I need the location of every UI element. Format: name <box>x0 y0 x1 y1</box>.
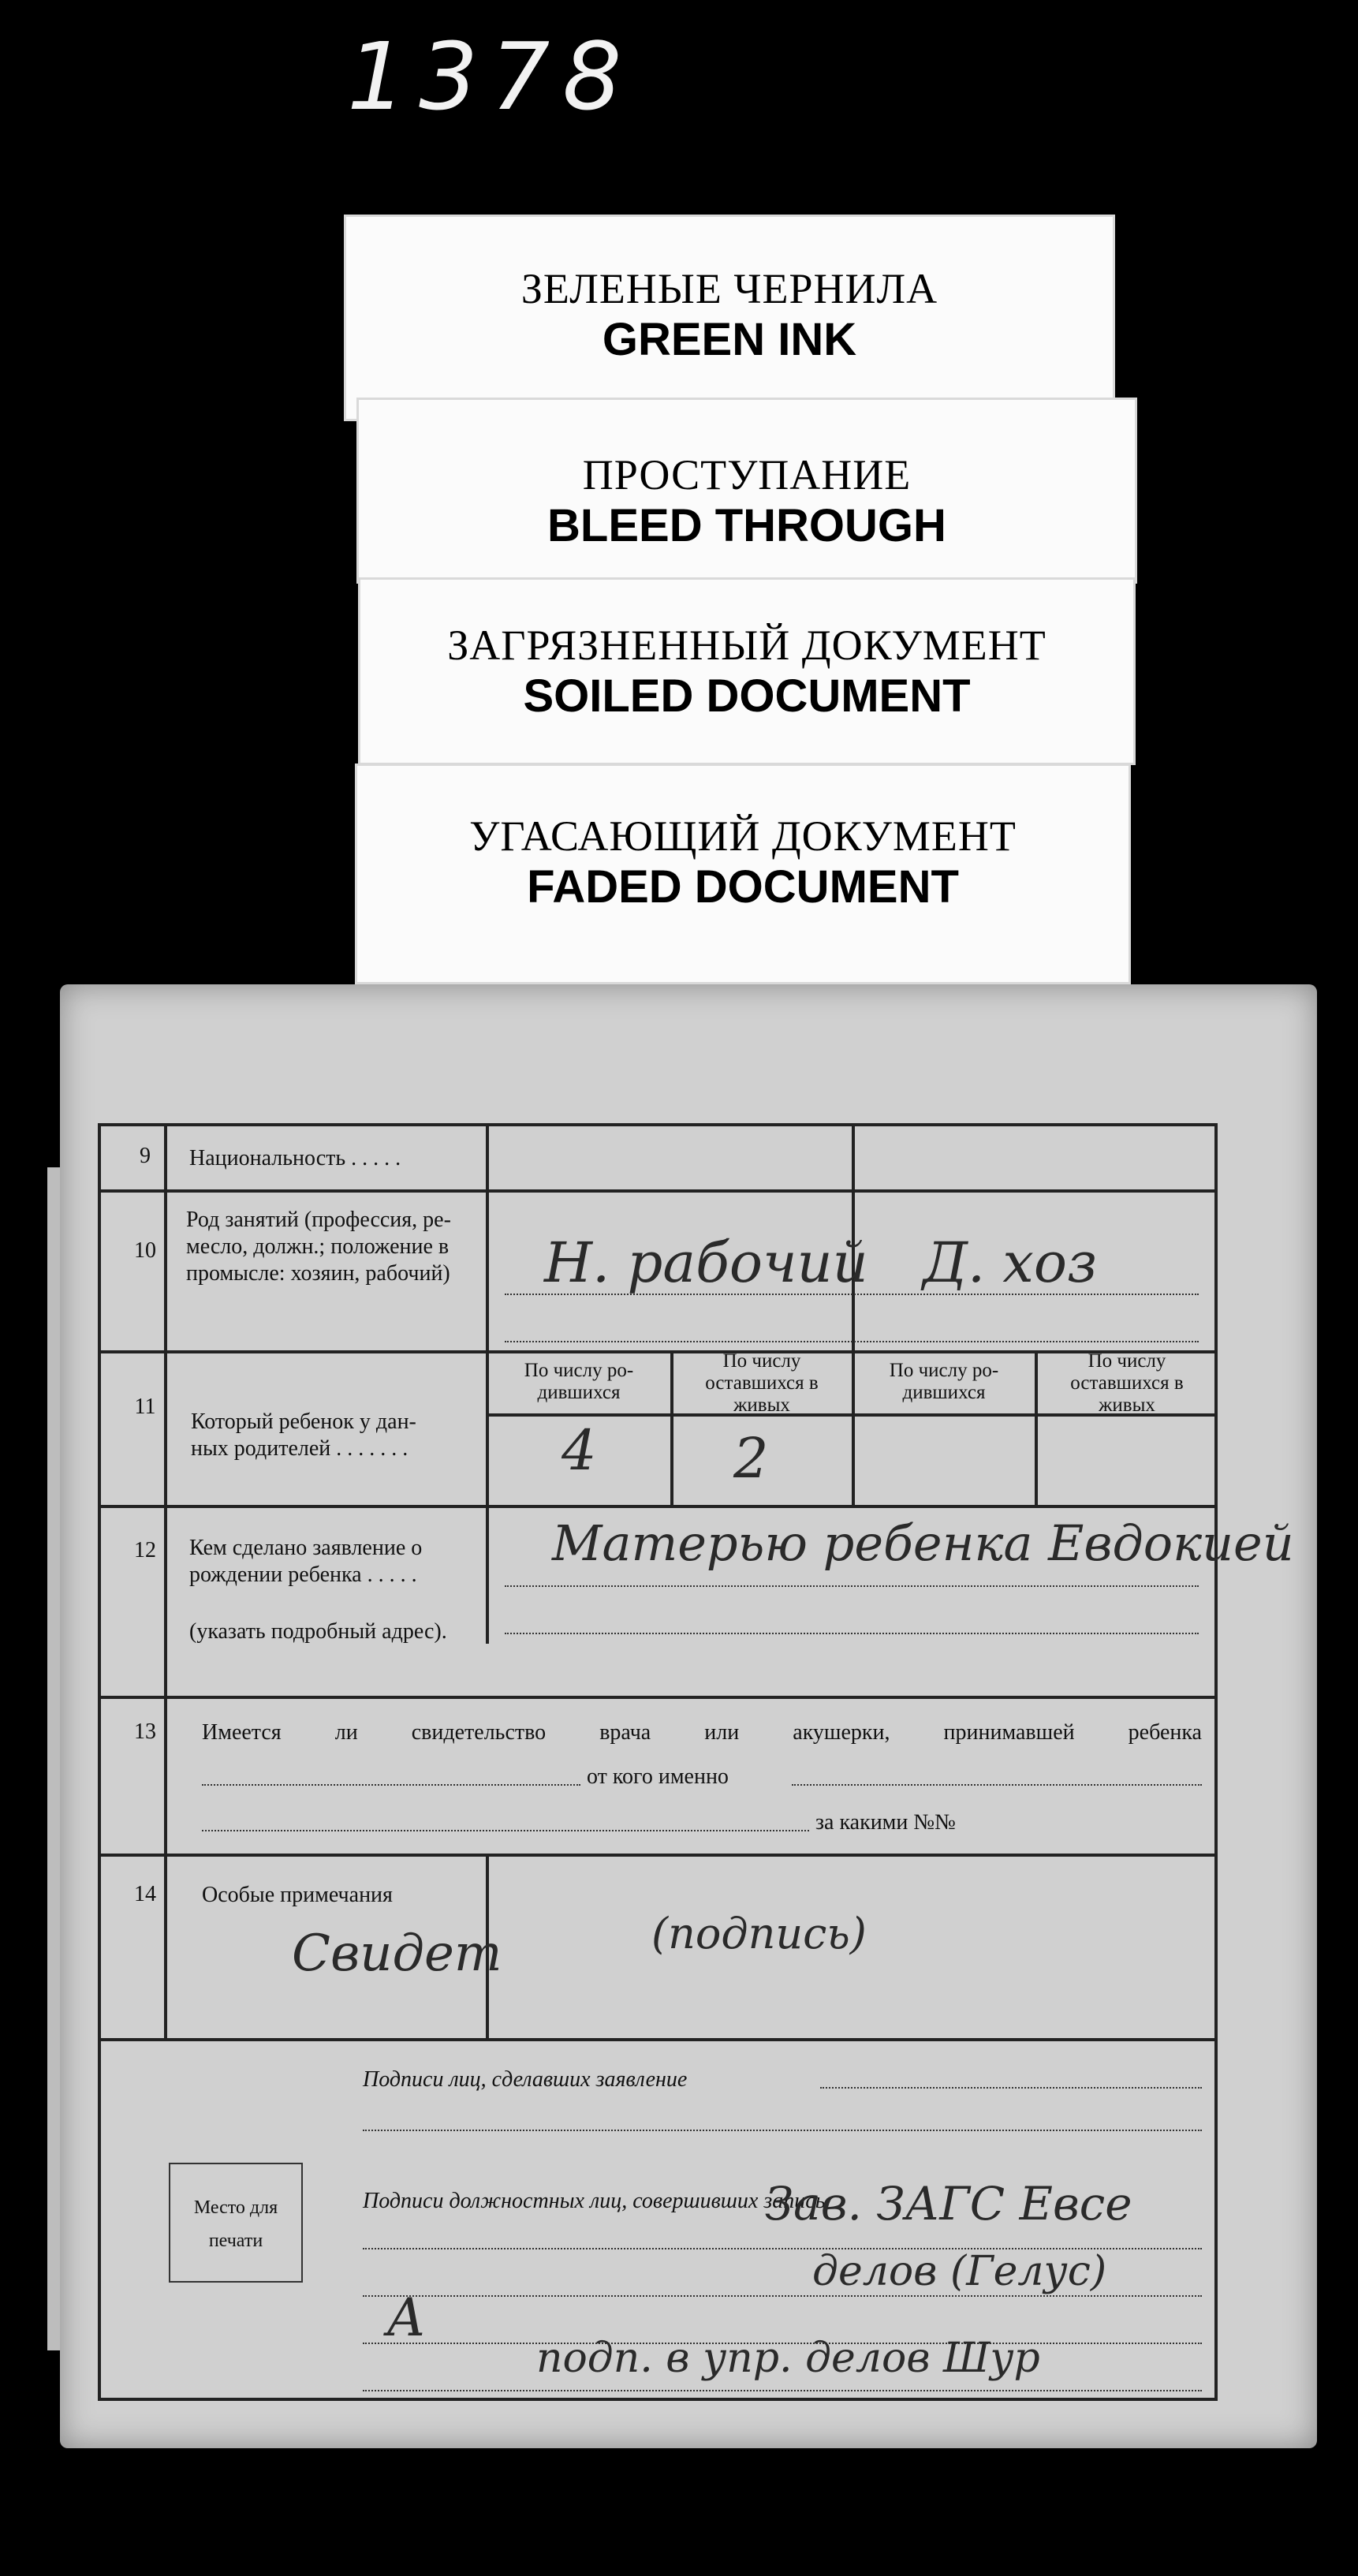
warning-tag-bleed-through <box>356 398 1137 584</box>
tag-ru-text: ПРОСТУПАНИЕ <box>582 451 912 498</box>
label-line: Кем сделано заявление о <box>189 1536 423 1560</box>
dotted-line <box>505 1585 1199 1587</box>
tag-ru-text: ЗЕЛЕНЫЕ ЧЕРНИЛА <box>520 265 938 312</box>
row-number: 10 <box>134 1238 156 1263</box>
child-order-label <box>191 1409 416 1462</box>
handwritten-occupation-mother: Д. хоз <box>923 1230 1098 1295</box>
col-header-born-mother: По числу ро- дившихся <box>889 1360 999 1403</box>
handwritten-official-signature: делов (Гелус) <box>812 2248 1107 2295</box>
warning-tag-soiled-document <box>358 577 1136 765</box>
grid-line <box>98 2038 1218 2041</box>
row-number: 14 <box>134 1882 156 1906</box>
handwritten-born-count: 4 <box>561 1418 597 1483</box>
address-note: (указать подробный адрес). <box>189 1619 447 1644</box>
label-line: промысле: хозяин, рабочий) <box>186 1261 450 1286</box>
dotted-line <box>820 2087 1202 2089</box>
dotted-line <box>505 1633 1199 1634</box>
frame-number: 1378 <box>347 22 635 131</box>
dotted-line <box>363 2295 1202 2297</box>
col-header-alive-mother: По числу оставшихся в живых <box>1070 1350 1184 1416</box>
tag-en-text: BLEED THROUGH <box>547 500 946 551</box>
grid-line <box>98 1505 1218 1508</box>
handwritten-signature-note: (подпись) <box>651 1909 867 1958</box>
handwritten-declarant: Матерью ребенка Евдокией <box>552 1514 1294 1572</box>
handwritten-alive-count: 2 <box>733 1426 769 1491</box>
label-line: ных родителей . . . . . . . <box>191 1436 409 1461</box>
label-line: рождении ребенка . . . . . <box>189 1562 417 1587</box>
warning-tag-faded-document <box>355 763 1131 984</box>
label-line: Род занятий (профессия, ре- <box>186 1208 451 1232</box>
dotted-line <box>202 1784 580 1786</box>
row-number: 11 <box>134 1394 156 1419</box>
handwritten-initial: А <box>386 2287 426 2348</box>
tag-ru-text: ЗАГРЯЗНЕННЫЙ ДОКУМЕНТ <box>447 622 1046 669</box>
dotted-line <box>363 2390 1202 2391</box>
row-number: 12 <box>134 1538 156 1562</box>
grid-line <box>852 1123 855 1505</box>
seal-place-box: Место для печати <box>169 2163 303 2283</box>
occupation-label <box>186 1207 451 1287</box>
applicant-signatures-label: Подписи лиц, сделавших заявление <box>363 2067 688 2092</box>
medical-certificate-question: Имеется ли свидетельство врача или акушерки, принимавшей ребенка <box>202 1720 1202 1745</box>
col-header-alive-father: По числу оставшихся в живых <box>705 1350 819 1416</box>
handwritten-official-signature: Зав. ЗАГС Евсе <box>765 2177 1132 2231</box>
nationality-label: Национальность . . . . . <box>189 1146 401 1170</box>
grid-line <box>98 1854 1218 1857</box>
label-line: месло, должн.; положение в <box>186 1234 450 1259</box>
from-whom-label: от кого именно <box>587 1764 729 1789</box>
row-number: 13 <box>134 1719 156 1744</box>
row-number: 9 <box>140 1144 151 1168</box>
declarant-label <box>189 1535 422 1589</box>
dotted-line <box>202 1830 809 1831</box>
warning-tag-green-ink <box>344 215 1115 421</box>
tag-en-text: FADED DOCUMENT <box>527 861 959 913</box>
numbers-label: за какими №№ <box>815 1810 956 1835</box>
dotted-line <box>363 2130 1202 2131</box>
dotted-line <box>792 1784 1202 1786</box>
tag-ru-text: УГАСАЮЩИЙ ДОКУМЕНТ <box>469 812 1017 860</box>
tag-en-text: GREEN INK <box>602 314 857 365</box>
handwritten-official-signature: подп. в упр. делов Шур <box>536 2335 1040 2382</box>
col-header-born-father: По числу ро- дившихся <box>524 1360 634 1403</box>
grid-line <box>98 1696 1218 1699</box>
tag-en-text: SOILED DOCUMENT <box>523 670 971 722</box>
special-notes-label: Особые примечания <box>202 1883 393 1907</box>
handwritten-note: Свидет <box>292 1925 502 1983</box>
label-line: Который ребенок у дан- <box>191 1409 416 1434</box>
dotted-line <box>505 1341 1199 1342</box>
grid-line <box>98 1189 1218 1193</box>
handwritten-occupation-father: Н. рабочий <box>544 1230 868 1295</box>
official-signatures-label: Подписи должностных лиц, совершивших запись <box>363 2189 826 2213</box>
